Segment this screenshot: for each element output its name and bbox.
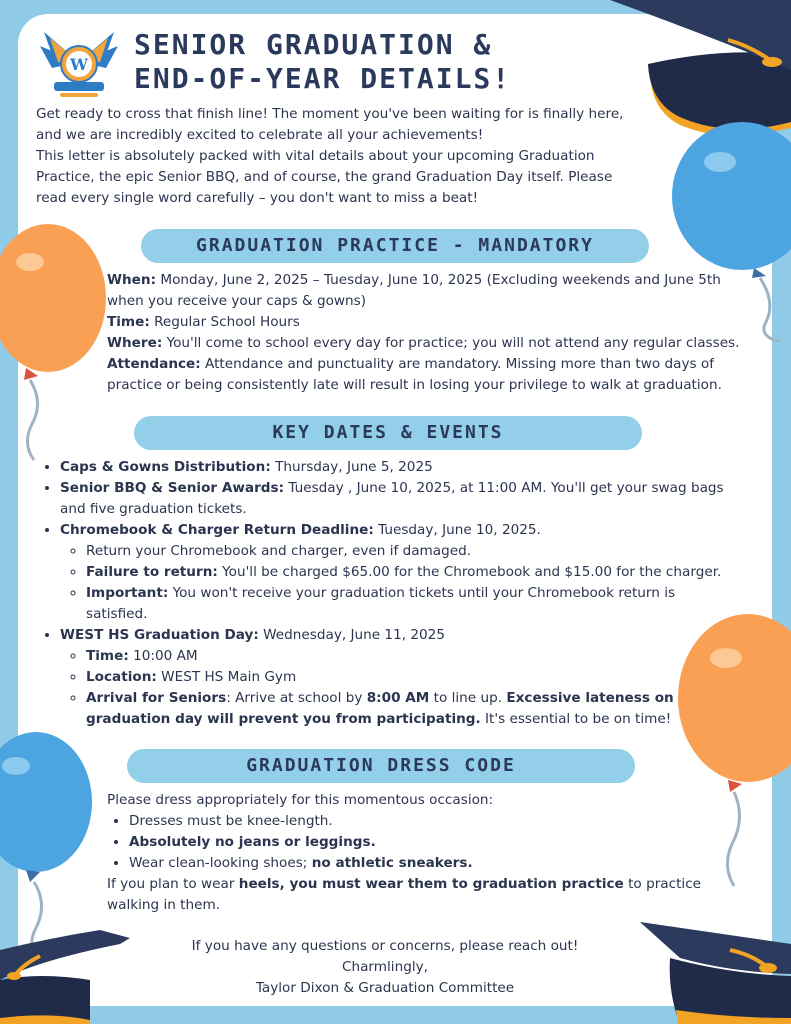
dress-code-heels: If you plan to wear heels, you must wear them to graduation practice to practice walking in them. — [107, 876, 702, 913]
intro-paragraph-2: This letter is absolutely packed with vital details about your upcoming Graduation Practice, the epic Senior BBQ, and of course, the grand Graduation Day itself. Please read every single word carefully – you don't want to miss a beat! — [36, 148, 613, 206]
practice-details — [107, 270, 759, 396]
list-item-return: ◦ Return your Chromebook and charger, even if damaged. — [86, 541, 728, 562]
intro-text — [36, 104, 646, 209]
closing-signature: Taylor Dixon & Graduation Committee — [255, 980, 515, 996]
section-heading-practice: GRADUATION PRACTICE - MANDATORY — [141, 229, 649, 263]
practice-time: Time: Regular School Hours — [107, 314, 300, 330]
list-item-caps: • Caps & Gowns Distribution: Thursday, June 5, 2025 — [60, 457, 728, 478]
dress-code-intro: Please dress appropriately for this momentous occasion: — [107, 792, 494, 808]
list-item-location: ◦ Location: WEST HS Main Gym — [86, 667, 728, 688]
list-item-bbq: • Senior BBQ & Senior Awards: Tuesday , June 10, 2025, at 11:00 AM. You'll get your swag bags and five graduation tickets. — [60, 478, 728, 520]
practice-attendance: Attendance: Attendance and punctuality are mandatory. Missing more than two days of practice or being consistently late will result in losing your privilege to walk at graduation. — [107, 356, 722, 393]
key-dates-list — [38, 457, 728, 730]
title-line-2: END-OF-YEAR DETAILS! — [134, 62, 512, 95]
practice-where: Where: You'll come to school every day for practice; you will not attend any regular classes. — [107, 335, 740, 351]
dress-code-details — [107, 790, 717, 916]
page-title — [134, 28, 511, 96]
list-item-chromebook: • Chromebook & Charger Return Deadline: Tuesday, June 10, 2025. ◦ Return your Chromebook and charger, even if damaged. ◦ Failure to return: You'll be charged $65.00 for the Chromebook and $15.00 for the charger. ◦ Important: You won't receive your graduation tickets until your Chromebook return is satisfied. — [60, 520, 728, 625]
school-crest-icon — [36, 22, 122, 102]
list-item-important: ◦ Important: You won't receive your graduation tickets until your Chromebook return is satisfied. — [86, 583, 728, 625]
practice-when: When: Monday, June 2, 2025 – Tuesday, June 10, 2025 (Excluding weekends and June 5th when you receive your caps & gowns) — [107, 272, 721, 309]
list-item-time: ◦ Time: 10:00 AM — [86, 646, 728, 667]
closing-text — [150, 936, 620, 999]
graduation-cap-icon — [640, 914, 791, 1024]
svg-text:W: W — [70, 55, 88, 74]
list-item-dresses: • Dresses must be knee-length. — [129, 811, 717, 832]
intro-paragraph-1: Get ready to cross that finish line! The moment you've been waiting for is finally here, and we are incredibly excited to celebrate all your achievements! — [36, 106, 624, 143]
list-item-shoes: • Wear clean-looking shoes; no athletic sneakers. — [129, 853, 717, 874]
section-heading-key-dates: KEY DATES & EVENTS — [134, 416, 642, 450]
closing-line-1: If you have any questions or concerns, please reach out! — [191, 938, 579, 954]
graduation-cap-icon — [0, 920, 130, 1024]
section-heading-dress-code: GRADUATION DRESS CODE — [127, 749, 635, 783]
list-item-no-jeans: • Absolutely no jeans or leggings. — [129, 832, 717, 853]
list-item-graduation-day: • WEST HS Graduation Day: Wednesday, June 11, 2025 ◦ Time: 10:00 AM ◦ Location: WEST HS Main Gym ◦ Arrival for Seniors: Arrive at school by 8:00 AM to line up. Excessive lateness on graduation day will prevent you from participating. It's essential to be on time! — [60, 625, 728, 730]
list-item-arrival: ◦ Arrival for Seniors: Arrive at school by 8:00 AM to line up. Excessive lateness on graduation day will prevent you from participating. It's essential to be on time! — [86, 688, 728, 730]
closing-line-2: Charmlingly, — [342, 959, 428, 975]
title-line-1: SENIOR GRADUATION & — [134, 28, 493, 61]
list-item-failure: ◦ Failure to return: You'll be charged $65.00 for the Chromebook and $15.00 for the charger. — [86, 562, 728, 583]
balloon-icon — [0, 222, 110, 462]
